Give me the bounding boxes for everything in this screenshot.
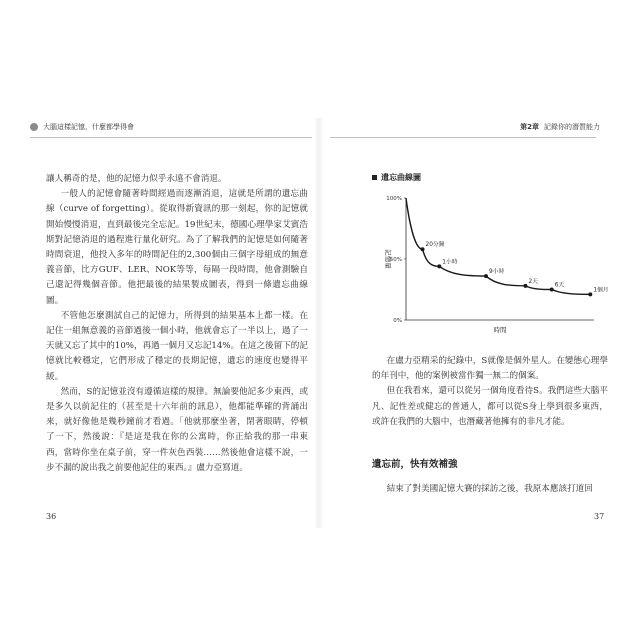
page-number-right: 37 xyxy=(594,512,605,521)
data-point-label: 20分鐘 xyxy=(425,242,445,249)
chapter-title: 記錄你的潛質能力 xyxy=(544,123,600,131)
chapter-label: 第2章 xyxy=(520,123,539,131)
paragraph: 讓人稱奇的是，他的記憶力似乎永遠不會消退。 xyxy=(46,174,227,184)
data-point xyxy=(523,284,527,288)
data-point-label: 2天 xyxy=(528,278,538,285)
data-point xyxy=(437,264,441,268)
right-page-body-bottom xyxy=(372,482,608,497)
data-point-label: 9小時 xyxy=(488,269,505,276)
y-tick-label: 0% xyxy=(393,318,402,324)
book-title: 大腦這樣記憶，什麼都學得會 xyxy=(43,123,134,131)
y-tick-label: 50% xyxy=(389,257,402,263)
data-point-label: 1小時 xyxy=(442,259,458,266)
running-head-right xyxy=(520,122,600,132)
data-point xyxy=(484,274,488,278)
chapter-circle-icon xyxy=(30,123,38,131)
data-point-label: 1個月 xyxy=(593,287,609,294)
paragraph: 然而，S的記憶並沒有遵循這樣的規律。無論要他記多少東西，或是多久以前記住的（甚至是十六年前的訊息），他都能準確的背誦出來，就好像他是幾秒鐘前才看過。「他就那麼坐著，閉著眼睛，停頓了一下，然後說：『是這是我在你的公寓時，你正給我的那一串東西，當時你坐在桌子前，穿一件灰色西裝……然後他會這樣不說，一步不漏的說出我之前要他記住的東西。』盧力亞寫道。 xyxy=(46,386,308,473)
header-rule-left xyxy=(30,137,312,138)
right-page-body-top xyxy=(372,354,608,430)
data-point xyxy=(550,288,554,292)
paragraph: 結束了對美國記憶大賽的採訪之後，我原本應該打道回 xyxy=(386,484,593,494)
y-tick-label: 100% xyxy=(386,196,402,202)
gutter-shadow xyxy=(314,118,324,528)
y-axis-label: 記憶量 xyxy=(384,249,392,269)
paragraph: 不管他怎麼測試自己的記憶力，所得到的結果基本上都一樣。在記住一組無意義的音節過後一個小時，他就會忘了一半以上，過了一天就又忘了其中的10%，再過一個月又忘記14%。在這之後留下的記憶就比較穩定，它們形成了穩定的長期記憶，遺忘的速度也變得平緩。 xyxy=(46,310,308,382)
chart-axes xyxy=(406,198,594,320)
page-number-left: 36 xyxy=(46,512,57,521)
data-point xyxy=(421,247,425,251)
figure-title-text: 遺忘曲線圖 xyxy=(381,173,421,182)
paragraph: 但在我看來，還可以從另一個角度看待S。我們這些大腦平凡、記性差或健忘的普通人，都可以從S身上學到很多東西，或許在我們的大腦中，也潛藏著他擁有的非凡才能。 xyxy=(372,386,608,427)
header-rule-right xyxy=(330,137,596,138)
chart-points xyxy=(421,247,593,296)
square-bullet-icon xyxy=(372,175,377,180)
figure-title xyxy=(372,172,421,183)
data-point-label: 6天 xyxy=(554,282,565,289)
forgetting-curve-chart xyxy=(372,188,609,338)
left-page-body xyxy=(46,172,308,476)
running-head-left xyxy=(30,122,134,132)
paragraph: 一般人的記憶會隨著時間經過而逐漸消退，這就是所謂的遺忘曲線（curve of forgetting）。從取得新資訊的那一刻起，你的記憶就開始慢慢消退，直到最後完全忘記。19世紀末，德國心理學家艾賓浩斯對記憶消退的過程進行量化研究。為了了解我們的記憶是如何隨著時間衰退，他投入多年的時間記住的2,300個由三個字母組成的無意義音節，比方GUF、LER、NOK等等，每隔一段時間，他會測驗自己還記得幾個音節。他把最後的結果製成圖表，得到一條遺忘曲線圖。 xyxy=(46,189,308,306)
x-axis-label: 時間 xyxy=(493,326,507,334)
data-point xyxy=(588,292,592,296)
section-heading: 遺忘前，快有效補強 xyxy=(372,459,458,470)
paragraph: 在盧力亞精采的紀錄中，S就像是個外星人。在變態心理學的年刊中，他的案例被當作獨一無二的個案。 xyxy=(372,356,608,382)
